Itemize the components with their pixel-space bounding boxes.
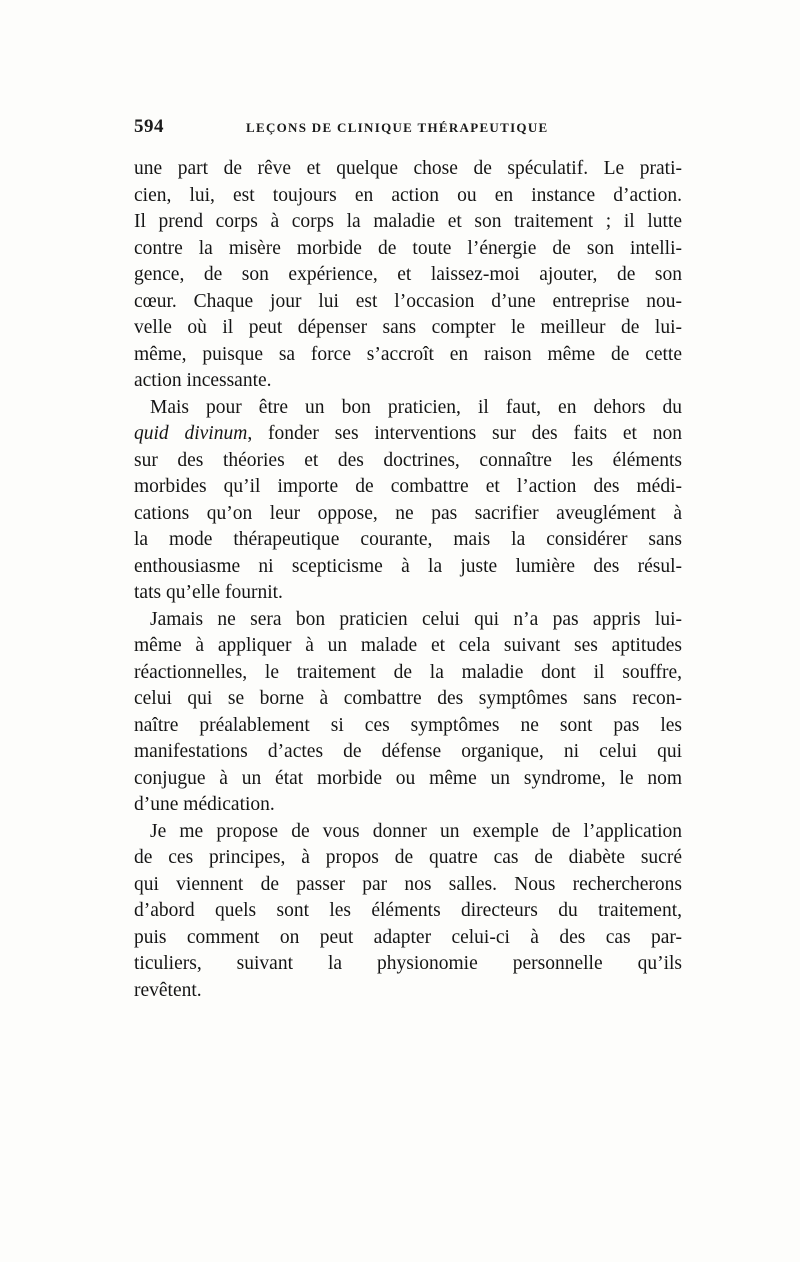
running-title: LEÇONS DE CLINIQUE THÉRAPEUTIQUE: [246, 120, 549, 135]
text-line: tats qu’elle fournit.: [134, 582, 283, 603]
text-line: manifestations d’actes de défense organique, ni celui qui: [134, 741, 682, 762]
text-line: la mode thérapeutique courante, mais la considérer sans: [134, 529, 682, 550]
text-line: réactionnelles, le traitement de la maladie dont il souffre,: [134, 661, 682, 683]
text-line: sur des théories et des doctrines, connaître les éléments: [134, 449, 682, 471]
text-line: qui viennent de passer par nos salles. Nous rechercherons: [134, 873, 682, 895]
text-line: d’une médication.: [134, 794, 275, 815]
text-line: Je me propose de vous donner un exemple de l’application: [150, 820, 682, 842]
text-line: une part de rêve et quelque chose de spéculatif. Le prati-: [134, 158, 682, 179]
text-line: cien, lui, est toujours en action ou en instance d’action.: [134, 184, 682, 206]
text-line: contre la misère morbide de toute l’énergie de son intelli-: [134, 237, 682, 259]
paragraph-3: [134, 607, 682, 819]
text-line: gence, de son expérience, et laissez-moi ajouter, de son: [134, 264, 682, 285]
body-text: [134, 156, 682, 1004]
paragraph-2: [134, 395, 682, 607]
text-line: velle où il peut dépenser sans compter le meilleur de lui-: [134, 317, 682, 338]
text-line: ticuliers, suivant la physionomie personnelle qu’ils: [134, 953, 682, 974]
text-line: d’abord quels sont les éléments directeurs du traitement,: [134, 900, 682, 921]
text-line: celui qui se borne à combattre des symptômes sans recon-: [134, 688, 682, 709]
text-line: même, puisque sa force s’accroît en raison même de cette: [134, 343, 682, 365]
text-line: même à appliquer à un malade et cela suivant ses aptitudes: [134, 635, 682, 656]
paragraph-4: [134, 819, 682, 1005]
text-line: Jamais ne sera bon praticien celui qui n’a pas appris lui-: [150, 608, 682, 630]
text-line-rest: , fonder ses interventions sur des faits et non: [247, 423, 682, 444]
text-line: conjugue à un état morbide ou même un syndrome, le nom: [134, 767, 682, 789]
page-number: 594: [134, 116, 164, 137]
running-head: [134, 116, 682, 138]
text-line: naître préalablement si ces symptômes ne sont pas les: [134, 714, 682, 736]
text-line: morbides qu’il importe de combattre et l’action des médi-: [134, 476, 682, 497]
text-line: Il prend corps à corps la maladie et son traitement ; il lutte: [134, 211, 682, 232]
text-line: Mais pour être un bon praticien, il faut, en dehors du: [150, 396, 682, 418]
text-line-italic-lead: [134, 421, 682, 448]
text-line: cœur. Chaque jour lui est l’occasion d’une entreprise nou-: [134, 290, 682, 312]
text-line: puis comment on peut adapter celui-ci à des cas par-: [134, 926, 682, 948]
text-line: revêtent.: [134, 979, 202, 1001]
italic-phrase: quid divinum: [134, 423, 248, 444]
paragraph-1: [134, 156, 682, 395]
text-line: action incessante.: [134, 370, 272, 391]
text-line: enthousiasme ni scepticisme à la juste lumière des résul-: [134, 555, 682, 577]
text-line: cations qu’on leur oppose, ne pas sacrifier aveuglément à: [134, 502, 682, 524]
text-line: de ces principes, à propos de quatre cas de diabète sucré: [134, 847, 682, 868]
